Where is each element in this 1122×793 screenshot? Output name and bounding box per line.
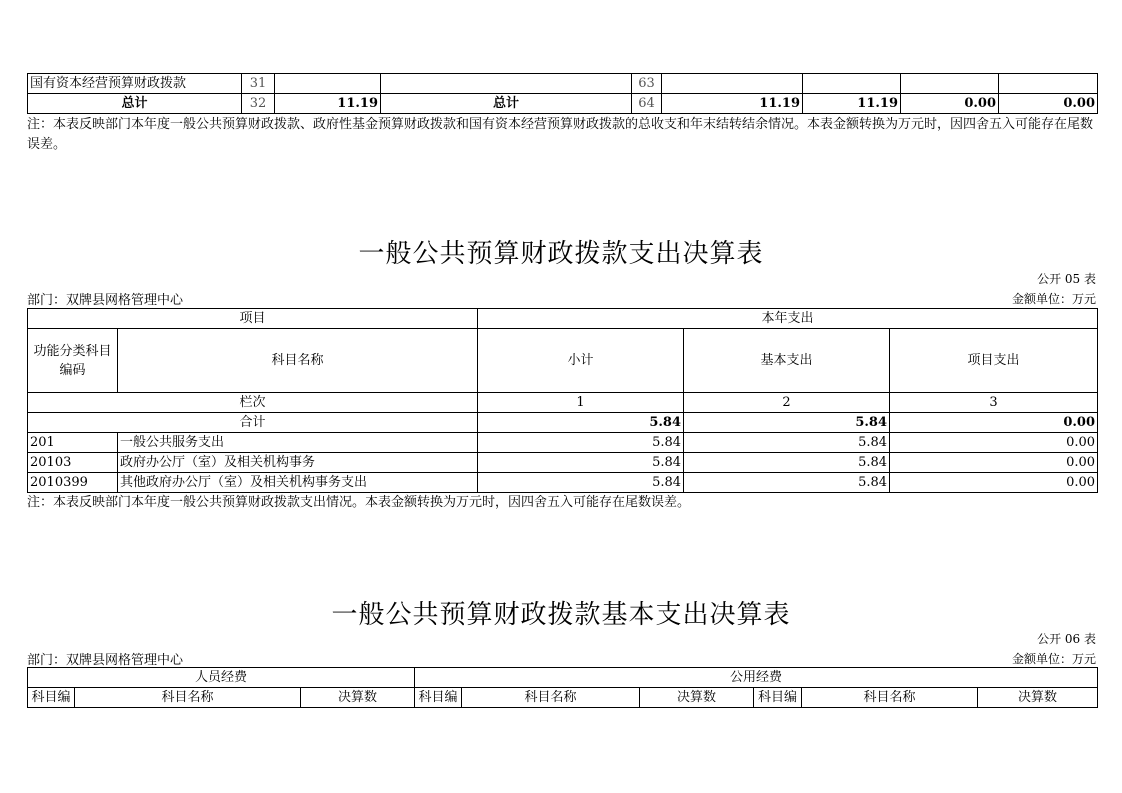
- header-subject-name: 科目名称: [118, 329, 478, 393]
- header-year-expense: 本年支出: [478, 309, 1098, 329]
- department-05: 部门：双牌县网格管理中心: [27, 293, 184, 308]
- col-1: 1: [478, 393, 684, 413]
- header-code-1: 科目编: [28, 688, 75, 708]
- value-1: [662, 74, 803, 94]
- basic: 5.84: [684, 433, 890, 453]
- page-title-05: 一般公共预算财政拨款支出决算表: [358, 239, 764, 269]
- subject-code: 2010399: [28, 473, 118, 493]
- value-1: 11.19: [662, 94, 803, 114]
- header-amount-2: 决算数: [640, 688, 754, 708]
- header-row: [28, 329, 1098, 393]
- value-2: [803, 74, 901, 94]
- header-personnel: 人员经费: [28, 668, 415, 688]
- subject-code: 201: [28, 433, 118, 453]
- subject-name: 政府办公厅（室）及相关机构事务: [118, 453, 478, 473]
- total-row: [28, 413, 1098, 433]
- table-row: [28, 453, 1098, 473]
- line-number: 32: [242, 94, 275, 114]
- total-project: 0.00: [890, 413, 1098, 433]
- total-label-2: 总计: [381, 94, 632, 114]
- basic-expense-table-06: [27, 667, 1098, 708]
- header-column-no: 栏次: [28, 393, 478, 413]
- total-label: 总计: [28, 94, 242, 114]
- line-number-2: 63: [632, 74, 662, 94]
- header-amount-3: 决算数: [978, 688, 1098, 708]
- amount: 11.19: [275, 94, 381, 114]
- header-name-3: 科目名称: [802, 688, 978, 708]
- header-amount-1: 决算数: [301, 688, 415, 708]
- header-row: [28, 309, 1098, 329]
- header-subtotal: 小计: [478, 329, 684, 393]
- page-title-06: 一般公共预算财政拨款基本支出决算表: [331, 600, 791, 630]
- form-code-06: 公开 06 表: [1037, 632, 1096, 646]
- subtotal: 5.84: [478, 473, 684, 493]
- value-4: [999, 74, 1098, 94]
- project: 0.00: [890, 473, 1098, 493]
- project: 0.00: [890, 453, 1098, 473]
- header-public: 公用经费: [415, 668, 1098, 688]
- header-code-2: 科目编: [415, 688, 462, 708]
- value-3: 0.00: [901, 94, 999, 114]
- header-name-1: 科目名称: [75, 688, 301, 708]
- value-2: 11.19: [803, 94, 901, 114]
- header-project: 项目: [28, 309, 478, 329]
- header-func-code: 功能分类科目编码: [28, 329, 118, 393]
- subtotal: 5.84: [478, 453, 684, 473]
- note-05: 注：本表反映部门本年度一般公共预算财政拨款支出情况。本表金额转换为万元时，因四舍五入可能存在尾数误差。: [27, 495, 691, 510]
- subtotal: 5.84: [478, 433, 684, 453]
- header-project-expense: 项目支出: [890, 329, 1098, 393]
- line-number: 31: [242, 74, 275, 94]
- col-3: 3: [890, 393, 1098, 413]
- subject-name: 一般公共服务支出: [118, 433, 478, 453]
- department-06: 部门：双牌县网格管理中心: [27, 653, 184, 668]
- row-label-2: [381, 74, 632, 94]
- header-row: [28, 688, 1098, 708]
- unit-06: 金额单位：万元: [1011, 652, 1096, 666]
- header-row: [28, 668, 1098, 688]
- total-basic: 5.84: [684, 413, 890, 433]
- header-row: [28, 393, 1098, 413]
- subject-name: 其他政府办公厅（室）及相关机构事务支出: [118, 473, 478, 493]
- top-summary-table: [27, 73, 1098, 114]
- row-label: 国有资本经营预算财政拨款: [28, 74, 242, 94]
- table-row: [28, 473, 1098, 493]
- project: 0.00: [890, 433, 1098, 453]
- value-4: 0.00: [999, 94, 1098, 114]
- table-row: [28, 94, 1098, 114]
- total-label: 合计: [28, 413, 478, 433]
- col-2: 2: [684, 393, 890, 413]
- subject-code: 20103: [28, 453, 118, 473]
- table-row: [28, 433, 1098, 453]
- total-subtotal: 5.84: [478, 413, 684, 433]
- amount: [275, 74, 381, 94]
- expense-table-05: [27, 308, 1098, 493]
- header-basic: 基本支出: [684, 329, 890, 393]
- header-name-2: 科目名称: [462, 688, 640, 708]
- basic: 5.84: [684, 473, 890, 493]
- unit-05: 金额单位：万元: [1011, 292, 1096, 306]
- table-row: [28, 74, 1098, 94]
- note-1: 注：本表反映部门本年度一般公共预算财政拨款、政府性基金预算财政拨款和国有资本经营预算财政拨款的总收支和年末结转结余情况。本表金额转换为万元时，因四舍五入可能存在尾数误差。: [27, 117, 1094, 152]
- basic: 5.84: [684, 453, 890, 473]
- header-code-3: 科目编: [754, 688, 802, 708]
- line-number-2: 64: [632, 94, 662, 114]
- value-3: [901, 74, 999, 94]
- form-code-05: 公开 05 表: [1037, 272, 1096, 286]
